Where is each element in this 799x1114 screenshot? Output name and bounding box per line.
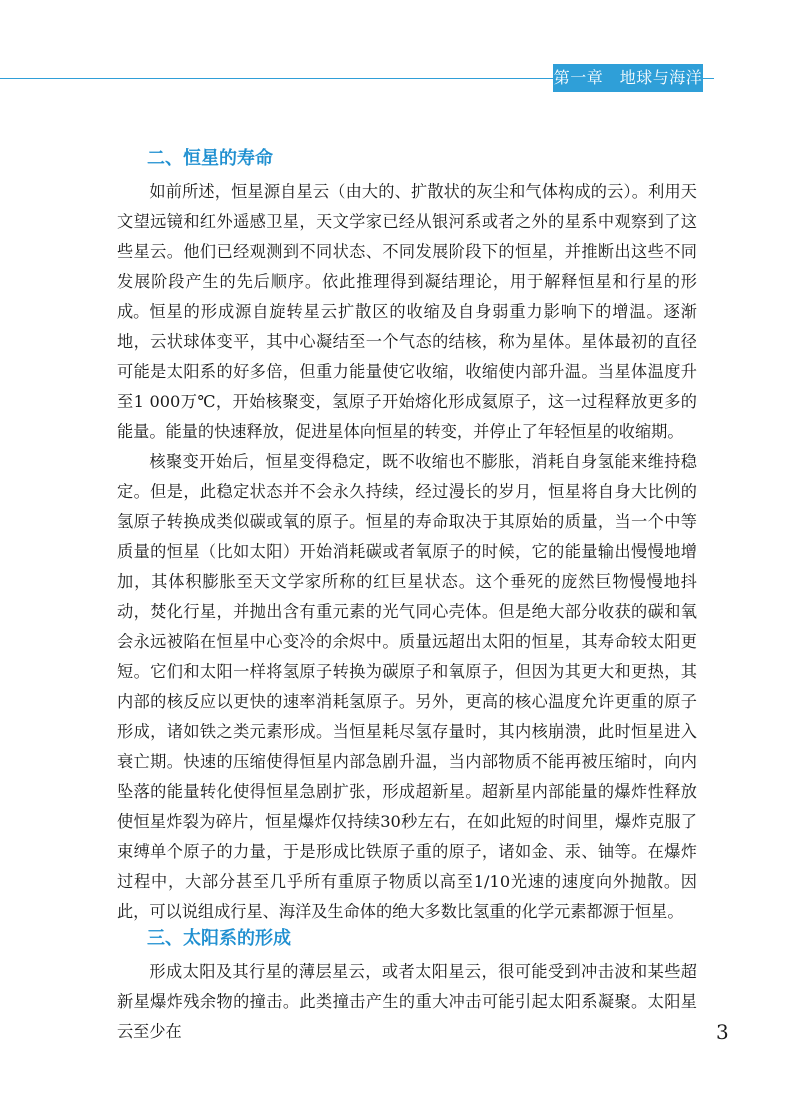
paragraph: 恒星的形成源自旋转星云扩散区的收缩及自身弱重力影响下的增温。逐渐地，云状球体变平，其中心凝结至一个气态的结核，称为星体。星体最初的直径可能是太阳系的好多倍，但重力能量使它收缩，收缩使内部升温。当星体温度升至1 000万℃，开始核聚变，氢原子开始熔化形成氦原子，这一过程释放更多的能量。能量的快速释放，促进星体向恒星的转变，并停止了年轻恒星的收缩期。 (117, 302, 697, 441)
section-heading-solar-system: 三、太阳系的形成 (147, 928, 291, 949)
paragraph: 核聚变开始后，恒星变得稳定，既不收缩也不膨胀，消耗自身氢能来维持稳定。但是，此稳定状态并不会永久持续，经过漫长的岁月，恒星将自身大比例的氢原子转换成类似碳或氧的原子。恒星的寿命取决于其原始的质量，当一个中等质量的恒星（比如太阳）开始消耗碳或者氧原子的时候，它的能量输出慢慢地增加，其体积膨胀至天文学家所称的红巨星状态。这个垂死的庞然巨物慢慢地抖动，焚化行星，并抛出含有重元素的光气同心壳体。但是绝大部分收获的碳和氧会永远被陷在恒星中心变冷的余烬中。质量远超出太阳的恒星，其寿命较太阳更短。它们和太阳一样将氢原子转换为碳原子和氧原子，但因为其更大和更热，其内部的核反应以更快的速率消耗氢原子。另外，更高的核心温度允许更重的原子形成，诸如铁之类元素形成。当恒星耗尽氢存量时，其内核崩溃，此时恒星进入衰亡期。快速的压缩使得恒星内部急剧升温，当内部物质不能再被压缩时，向内坠落的能量转化使得恒星急剧扩张，形成超新星。超新星内部能量的爆炸性释放使恒星炸裂为碎片，恒星爆炸仅持续30秒左右，在如此短的时间里，爆炸克服了束缚单个原子的力量，于是形成比铁原子重的原子，诸如金、汞、铀等。在爆炸过程中，大部分甚至几乎所有重原子物质以高至1/10光速的速度向外抛散。因此，可以说组成行星、海洋及生命体的绝大多数比氢重的化学元素都源于恒星。 (117, 452, 697, 921)
chapter-header: 第一章 地球与海洋 (553, 64, 703, 92)
paragraph: 如前所述，恒星源自星云（由大的、扩散状的灰尘和气体构成的云）。利用天文望远镜和红外遥感卫星，天文学家已经从银河系或者之外的星系中观察到了这些星云。他们已经观测到不同状态、不同发展阶段下的恒星，并推断出这些不同发展阶段产生的先后顺序。依此推理得到凝结理论，用于解释恒星和行星的形成。 (117, 182, 697, 321)
page-number: 3 (716, 1020, 729, 1044)
section-heading-star-lifetime: 二、恒星的寿命 (147, 148, 273, 169)
paragraph: 形成太阳及其行星的薄层星云，或者太阳星云，很可能受到冲击波和某些超新星爆炸残余物的撞击。此类撞击产生的重大冲击可能引起太阳系凝聚。太阳星云至少在 (117, 962, 697, 1041)
